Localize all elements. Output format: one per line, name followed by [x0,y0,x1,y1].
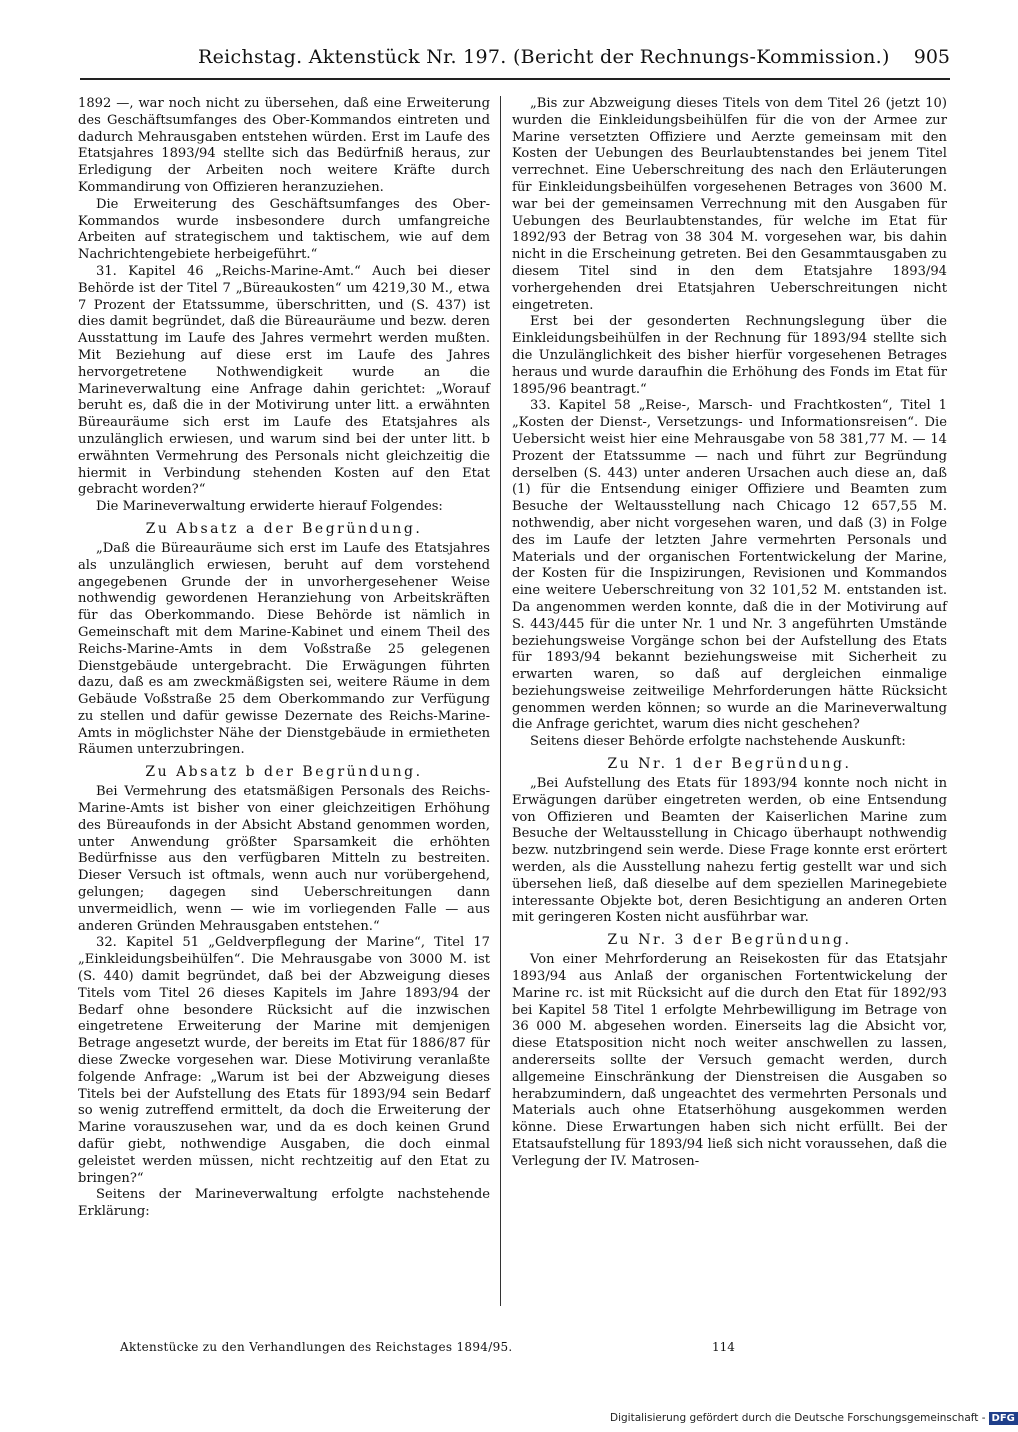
left-paragraph-7: 32. Kapitel 51 „Geldverpflegung der Marine“, Titel 17 „Einkleidungsbeihülfen“. Die Mehrausgabe von 3000 M. ist (S. 440) damit begründet, daß bei der Abzweigung dieses Titels vom Titel 26 dieses Kapitels im Jahre 1893/94 der Bedarf ohne besondere Rücksicht auf die inzwischen eingetretene Erweiterung der Marine mit demjenigen Betrage angesetzt wurde, der bereits im Etat für 1886/87 für diese Zwecke vorgesehen war. Diese Motivirung veranlaßte folgende Anfrage: „Warum ist bei der Abzweigung dieses Titels bei der Aufstellung des Etats für 1893/94 sein Bedarf so wenig zutreffend ermittelt, da doch die Erweiterung der Marine vorauszusehen war, und da es doch keinen Grund dafür giebt, nothwendige Ausgaben, die doch einmal geleistet werden müssen, nicht rechtzeitig auf den Etat zu bringen?“ [78,935,490,1186]
left-paragraph-6: Bei Vermehrung des etatsmäßigen Personals des Reichs-Marine-Amts ist bisher von einer gleichzeitigen Erhöhung des Büreaufonds in der Absicht Abstand genommen worden, unter Anwendung größter Sparsamkeit die erhöhten Bedürfnisse aus den verfügbaren Mitteln zu bestreiten. Dieser Versuch ist oftmals, wenn auch nur vorübergehend, gelungen; dagegen sind Ueberschreitungen dann unvermeidlich, wenn — wie im vorliegenden Falle — aus anderen Gründen Mehrausgaben entstehen.“ [78,784,490,934]
left-paragraph-5: „Daß die Büreauräume sich erst im Laufe des Etatsjahres als unzulänglich erwiesen, beruht auf dem vorstehend angegebenen Grunde der in unvorhergesehener Weise nothwendig gewordenen Heranziehung von Arbeitskräften für das Oberkommando. Diese Behörde ist nämlich in Gemeinschaft mit dem Marine-Kabinet und einem Theil des Reichs-Marine-Amts in dem Voßstraße 25 gelegenen Dienstgebäude untergebracht. Die Erwägungen führten dazu, daß es am zweckmäßigsten sei, weitere Räume in dem Gebäude Voßstraße 25 dem Oberkommando zur Verfügung zu stellen und dafür gewisse Dezernate des Reichs-Marine-Amts in möglichster Nähe der Dienstgebäude in ermietheten Räumen unterzubringen. [78,540,490,758]
sheet-signature: 114 [712,1340,735,1354]
right-paragraph-5: „Bei Aufstellung des Etats für 1893/94 konnte noch nicht in Erwägungen darüber eingetreten werden, ob eine Entsendung von Offizieren und Beamten der Kaiserlichen Marine zum Besuche der Weltausstellung in Chicago überhaupt nothwendig bezw. nutzbringend sein werde. Diese Frage konnte erst erörtert werden, als die Ausstellung nahezu fertig gestellt war und sich übersehen ließ, daß dieselbe auf dem speziellen Marinegebiete interessante Objekte bot, deren Besichtigung an anderen Orten mit geringeren Kosten nicht ausführbar war. [512,776,947,926]
dfg-logo: DFG [989,1412,1018,1425]
column-divider [500,96,501,1306]
left-paragraph-2: Die Erweiterung des Geschäftsumfanges des Ober-Kommandos wurde insbesondere durch umfangreiche Arbeiten auf strategischem und taktischem, wie auf dem Nachrichtengebiete herbeigeführt.“ [78,196,490,263]
right-paragraph-4: Seitens dieser Behörde erfolgte nachstehende Auskunft: [530,734,906,750]
left-paragraph-3: 31. Kapitel 46 „Reichs-Marine-Amt.“ Auch bei dieser Behörde ist der Titel 7 „Büreaukosten“ um 4219,30 M., etwa 7 Prozent der Etatssumme, überschritten, und (S. 437) ist dies damit begründet, daß die Büreauräume und bezw. deren Ausstattung im Laufe des Jahres vermehrt werden mußten. Mit Beziehung auf diese erst im Laufe des Jahres hervorgetretene Nothwendigkeit wurde an die Marineverwaltung eine Anfrage dahin gerichtet: „Worauf beruht es, daß die in der Motivirung unter litt. a erwähnten Büreauräume sich erst im Laufe des Etatsjahres als unzulänglich erwiesen, und warum sind bei der unter litt. b erwähnten Vermehrung des Personals nicht gleichzeitig die hiermit in Verbindung stehenden Kosten auf den Etat gebracht worden?“ [78,263,490,498]
running-title: Reichstag. Aktenstück Nr. 197. (Bericht der Rechnungs-Kommission.) [198,46,890,68]
left-heading-2: Zu Absatz b der Begründung. [145,764,423,781]
right-paragraph-3: 33. Kapitel 58 „Reise-, Marsch- und Frachtkosten“, Titel 1 „Kosten der Dienst-, Versetzungs- und Informationsreisen“. Die Uebersicht weist hier eine Mehrausgabe von 58 381,77 M. — 14 Prozent der Etatssumme — nach und führt zur Begründung derselben (S. 443) unter anderen Ursachen auch diese an, daß (1) für die Entsendung einiger Offiziere und Beamten zum Besuche der Weltausstellung nach Chicago 12 657,55 M. nothwendig, aber nicht vorgesehen waren, und daß (3) in Folge des im Laufe der letzten Jahre vermehrten Personals und Materials und der organischen Fortentwickelung der Marine, der Kosten für die Inspizirungen, Revisionen und Kommandos eine weitere Ueberschreitung von 32 101,52 M. entstanden ist. Da angenommen werden konnte, daß die in der Motivirung auf S. 443/445 für die unter Nr. 1 und Nr. 3 angeführten Umstände beziehungsweise Vorgänge schon bei der Aufstellung des Etats für 1893/94 bekannt beziehungsweise mit Sicherheit zu erwarten waren, so daß auf dergleichen einmalige beziehungsweise zeitweilige Mehrforderungen hätte Rücksicht genommen werden können; so wurde an die Marineverwaltung die Anfrage gerichtet, warum dies nicht geschehen? [512,398,947,733]
credit-text: Digitalisierung gefördert durch die Deutsche Forschungsgemeinschaft - [610,1412,986,1424]
right-paragraph-1: „Bis zur Abzweigung dieses Titels von dem Titel 26 (jetzt 10) wurden die Einkleidungsbeihülfen für die von der Armee zur Marine versetzten Offiziere und Aerzte gemeinsam mit den Kosten der Uebungen des Beurlaubtenstandes bei jenem Titel verrechnet. Eine Ueberschreitung des nach den Erläuterungen für Einkleidungsbeihülfen vorgesehenen Betrages von 3600 M. war bei der gemeinsamen Verrechnung mit den Ausgaben für Uebungen des Beurlaubtenstandes, für welche im Etat für 1892/93 der Betrag von 38 304 M. vorgesehen war, bis dahin nicht in die Erscheinung getreten. Bei den Gesammtausgaben zu diesem Titel sind in den dem Etatsjahre 1893/94 vorhergehenden drei Etatsjahren Ueberschreitungen nicht eingetreten. [512,96,947,313]
left-paragraph-4: Die Marineverwaltung erwiderte hierauf Folgendes: [96,499,443,515]
right-paragraph-6: Von einer Mehrforderung an Reisekosten für das Etatsjahr 1893/94 aus Anlaß der organischen Fortentwickelung der Marine rc. ist mit Rücksicht auf die durch den Etat für 1892/93 bei Kapitel 58 Titel 1 erfolgte Mehrbewilligung im Betrage von 36 000 M. abgesehen worden. Einerseits lag die Absicht vor, diese Etatsposition nicht noch weiter anschwellen zu lassen, andererseits sollte der Versuch gemacht werden, durch allgemeine Einschränkung der Dienstreisen die Ausgaben so herabzumindern, daß ungeachtet des vermehrten Personals und Materials auch ohne Etatserhöhung ausgekommen werden könne. Diese Erwartungen haben sich nicht erfüllt. Bei der Etatsaufstellung für 1893/94 ließ sich nicht voraussehen, daß die Verlegung der IV. Matrosen- [512,952,947,1169]
page-number: 905 [913,46,950,68]
left-column [78,96,490,1328]
footer-note: Aktenstücke zu den Verhandlungen des Reichstages 1894/95. [120,1340,513,1354]
digitization-credit [610,1411,1018,1425]
left-paragraph-8: Seitens der Marineverwaltung erfolgte nachstehende Erklärung: [78,1187,490,1220]
left-paragraph-1: 1892 —, war noch nicht zu übersehen, daß eine Erweiterung des Geschäftsumfanges des Ober-Kommandos eintreten und dadurch Mehrausgaben entstehen würden. Erst im Laufe des Etatsjahres 1893/94 stellte sich das Bedürfniß heraus, zur Erledigung der Arbeiten noch weitere Kräfte durch Kommandirung von Offizieren heranzuziehen. [78,96,490,195]
page-header [80,42,950,80]
right-heading-1: Zu Nr. 1 der Begründung. [607,756,852,773]
right-heading-2: Zu Nr. 3 der Begründung. [607,932,852,949]
left-heading-1: Zu Absatz a der Begründung. [145,520,423,537]
right-paragraph-2: Erst bei der gesonderten Rechnungslegung über die Einkleidungsbeihülfen in der Rechnung für 1893/94 stellte sich die Unzulänglichkeit des bisher hierfür vorgesehenen Betrages heraus und wurde daraufhin die Erhöhung des Fonds im Etat für 1895/96 beantragt.“ [512,314,947,397]
right-column [512,96,947,1312]
